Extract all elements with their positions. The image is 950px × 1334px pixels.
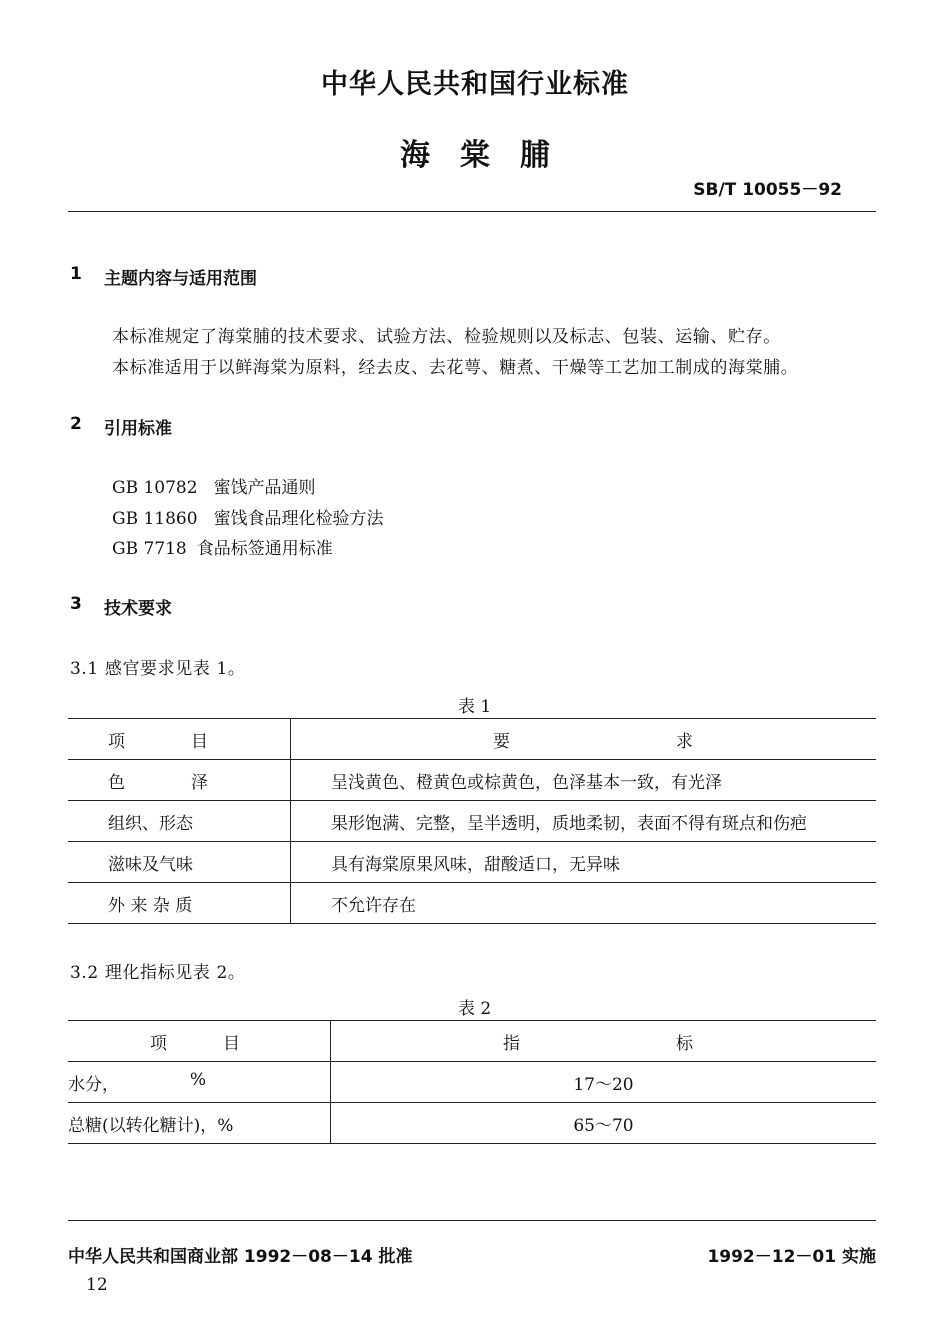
section-3-number: 3	[70, 594, 82, 614]
section-1-title: 主题内容与适用范围	[104, 269, 257, 289]
item-text: 水分，	[68, 1074, 119, 1095]
scope-paragraph-1: 本标准规定了海棠脯的技术要求、试验方法、检验规则以及标志、包装、运输、贮存。	[112, 327, 781, 347]
header-text: 目	[223, 1033, 240, 1054]
header-item-cell	[68, 719, 291, 760]
header-text: 项	[150, 1033, 167, 1054]
table-header-row	[68, 719, 876, 760]
section-2-number: 2	[70, 414, 82, 434]
item-text: 色	[108, 772, 125, 793]
section-2-title: 引用标准	[104, 419, 172, 439]
reference-item	[112, 534, 333, 559]
item-cell: 总糖(以转化糖计)，%	[68, 1103, 331, 1144]
table-row	[68, 842, 876, 883]
sensory-requirements-table	[68, 718, 876, 924]
item-text: 泽	[191, 772, 208, 793]
header-rule	[68, 211, 876, 212]
scope-paragraph-2: 本标准适用于以鲜海棠为原料，经去皮、去花萼、糖煮、干燥等工艺加工制成的海棠脯。	[112, 358, 799, 378]
header-text: 要	[493, 731, 510, 752]
requirement-cell: 呈浅黄色、橙黄色或棕黄色，色泽基本一致，有光泽	[331, 772, 722, 793]
requirement-cell: 具有海棠原果风味，甜酸适口，无异味	[331, 854, 620, 875]
table-row	[68, 1103, 876, 1144]
table-row	[68, 801, 876, 842]
product-title: 海棠脯	[400, 138, 580, 173]
item-cell: 滋味及气味	[68, 842, 291, 883]
footer-rule	[68, 1220, 876, 1221]
table-1-caption: 表 1	[458, 697, 492, 717]
header-text: 指	[503, 1033, 520, 1054]
reference-item	[112, 504, 384, 529]
physicochemical-table	[68, 1020, 876, 1144]
header-text: 目	[191, 731, 208, 752]
table-row	[68, 760, 876, 801]
clause-3-1: 3.1 感官要求见表 1。	[70, 659, 246, 679]
header-text: 项	[108, 731, 125, 752]
item-cell: 外 来 杂 质	[68, 883, 291, 924]
item-text: %	[189, 1069, 206, 1090]
value-cell: 17～20	[573, 1074, 634, 1095]
clause-3-2: 3.2 理化指标见表 2。	[70, 963, 246, 983]
reference-code: GB 10782	[112, 478, 198, 498]
requirement-cell: 不允许存在	[331, 895, 416, 916]
reference-code: GB 7718	[112, 539, 187, 559]
header-item-cell	[68, 1021, 331, 1062]
section-1-number: 1	[70, 264, 82, 284]
item-cell	[68, 1062, 331, 1103]
effective-date: 1992－12－01 实施	[707, 1247, 876, 1267]
header-text: 标	[676, 1033, 693, 1054]
value-cell: 65～70	[573, 1115, 634, 1136]
reference-name: 蜜饯产品通则	[213, 478, 316, 498]
standard-code: SB/T 10055－92	[693, 180, 842, 200]
document-title: 中华人民共和国行业标准	[321, 69, 629, 100]
header-text: 求	[676, 731, 693, 752]
approval-line: 中华人民共和国商业部 1992－08－14 批准	[68, 1247, 413, 1267]
requirement-cell: 果形饱满、完整，呈半透明，质地柔韧，表面不得有斑点和伤疤	[331, 813, 807, 834]
table-header-row	[68, 1021, 876, 1062]
reference-name: 蜜饯食品理化检验方法	[213, 509, 384, 529]
header-requirement-cell	[291, 719, 877, 760]
page-number: 12	[86, 1275, 108, 1295]
table-row	[68, 1062, 876, 1103]
table-2-caption: 表 2	[458, 999, 492, 1019]
reference-name: 食品标签通用标准	[196, 539, 333, 559]
section-3-title: 技术要求	[104, 599, 172, 619]
item-cell	[68, 760, 291, 801]
reference-code: GB 11860	[112, 509, 198, 529]
item-cell: 组织、形态	[68, 801, 291, 842]
table-row	[68, 883, 876, 924]
reference-item	[112, 473, 316, 498]
header-index-cell	[331, 1021, 877, 1062]
